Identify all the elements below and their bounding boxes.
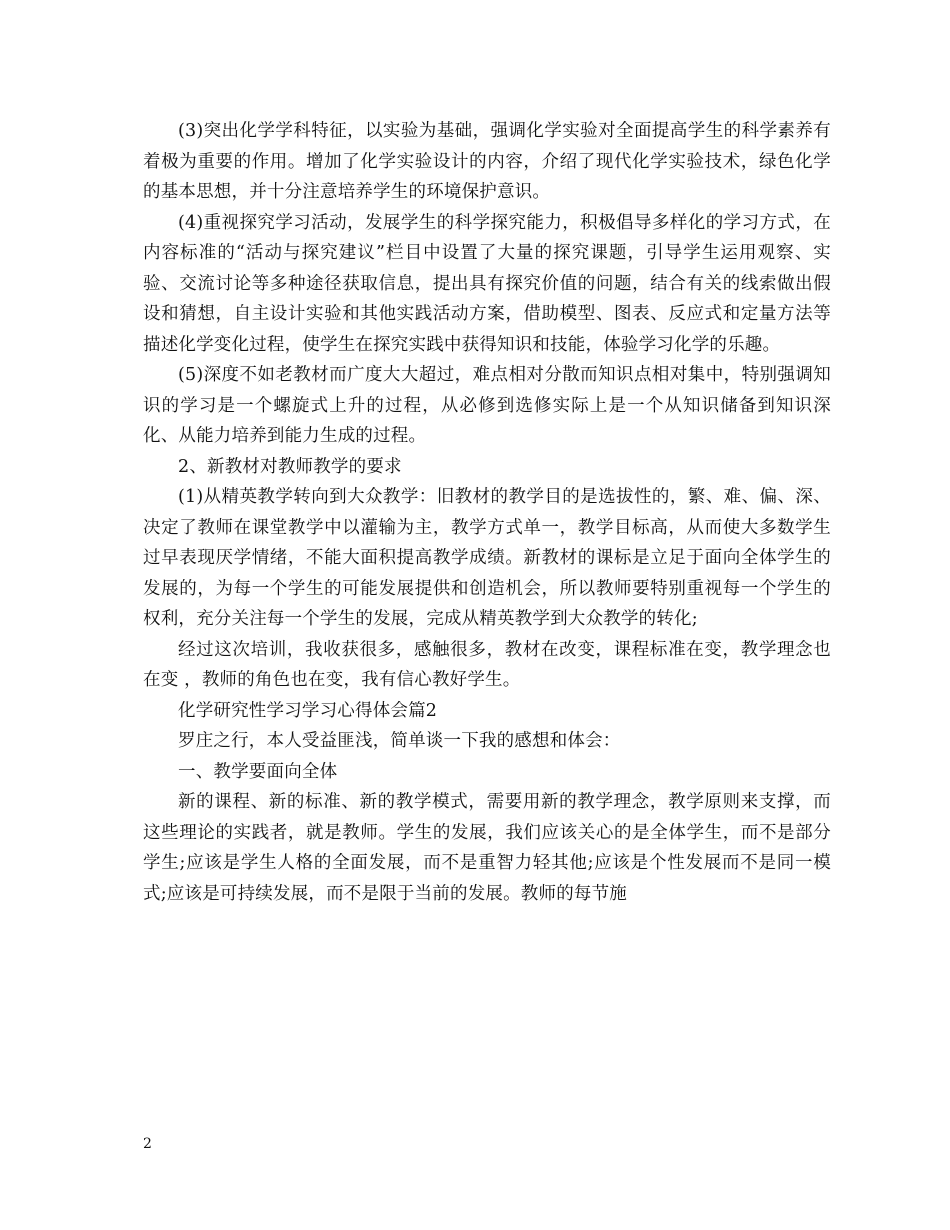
page-number: 2 xyxy=(143,1136,152,1152)
paragraph-feature-3: (3)突出化学学科特征，以实验为基础，强调化学实验对全面提高学生的科学素养有着极为重要的作用。增加了化学实验设计的内容，介绍了现代化学实验技术，绿色化学的基本思想，并十分注意培养学生的环境保护意识。 xyxy=(143,121,831,202)
paragraph-feature-5: (5)深度不如老教材而广度大大超过，难点相对分散而知识点相对集中，特别强调知识的学习是一个螺旋式上升的过程，从必修到选修实际上是一个从知识储备到知识深化、从能力培养到能力生成的过程。 xyxy=(143,365,831,446)
paragraph-new-curriculum: 新的课程、新的标准、新的教学模式，需要用新的教学理念，教学原则来支撑，而这些理论的实践者，就是教师。学生的发展，我们应该关心的是全体学生，而不是部分学生;应该是学生人格的全面发展，而不是重智力轻其他;应该是个性发展而不是同一模式;应该是可持续发展，而不是限于当前的发展。教师的每节施 xyxy=(143,792,831,904)
paragraph-feature-4: (4)重视探究学习活动，发展学生的科学探究能力，积极倡导多样化的学习方式，在内容标准的“活动与探究建议”栏目中设置了大量的探究课题，引导学生运用观察、实验、交流讨论等多种途径获取信息，提出具有探究价值的问题，结合有关的线索做出假设和猜想，自主设计实验和其他实践活动方案，借助模型、图表、反应式和定量方法等描述化学变化过程，使学生在探究实践中获得知识和技能，体验学习化学的乐趣。 xyxy=(143,212,831,355)
paragraph-requirement-1: (1)从精英教学转向到大众教学：旧教材的教学目的是选拔性的，繁、难、偏、深、决定了教师在课堂教学中以灌输为主，教学方式单一，教学目标高，从而使大多数学生过早表现厌学情绪，不能大面积提高教学成绩。新教材的课标是立足于面向全体学生的发展的，为每一个学生的可能发展提供和创造机会，所以教师要特别重视每一个学生的权利，充分关注每一个学生的发展，完成从精英教学到大众教学的转化; xyxy=(143,487,831,629)
document-body xyxy=(143,116,831,909)
section-heading-teaching-requirements: 2、新教材对教师教学的要求 xyxy=(178,456,402,477)
paragraph-intro: 罗庄之行，本人受益匪浅，简单谈一下我的感想和体会： xyxy=(178,731,621,751)
section-heading-teach-all: 一、教学要面向全体 xyxy=(178,761,338,782)
paragraph-training-summary: 经过这次培训，我收获很多，感触很多，教材在改变，课程标准在变，教学理念也在变 ，教师的角色也在变，我有信心教好学生。 xyxy=(143,639,831,690)
article-title-part-2: 化学研究性学习学习心得体会篇2 xyxy=(178,700,438,721)
